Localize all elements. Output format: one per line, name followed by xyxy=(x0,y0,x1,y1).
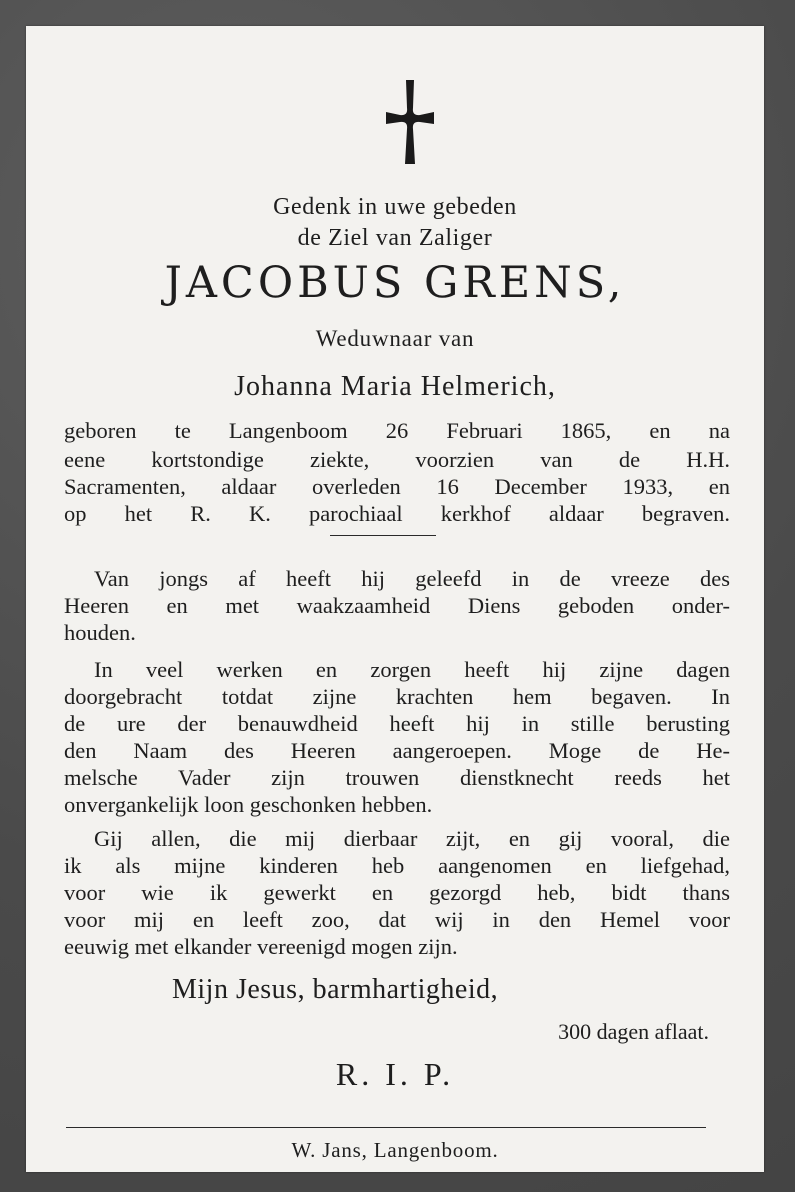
heading-line-2: de Ziel van Zaliger xyxy=(297,225,493,251)
paragraph-3-line: ik als mijne kinderen heb aangenomen en liefgehad, xyxy=(64,853,730,878)
paragraph-2-line: doorgebracht totdat zijne krachten hem begaven. In xyxy=(64,684,730,709)
paragraph-2-line: de ure der benauwdheid heeft hij in stille berusting xyxy=(64,711,730,736)
printer-credit: W. Jans, Langenboom. xyxy=(291,1138,499,1162)
paragraph-1-line: Heeren en met waakzaamheid Diens geboden onder- xyxy=(64,593,730,618)
paragraph-1-line: houden. xyxy=(64,620,136,645)
memorial-card xyxy=(26,26,764,1172)
paragraph-2-line: onvergankelijk loon geschonken hebben. xyxy=(64,792,433,817)
rip-inscription: R. I. P. xyxy=(335,1056,455,1092)
paragraph-3-line: Gij allen, die mij dierbaar zijt, en gij vooral, die xyxy=(94,826,730,851)
prayer-line: Mijn Jesus, barmhartigheid, xyxy=(172,974,499,1005)
cross-icon xyxy=(382,78,438,168)
biography-line: Sacramenten, aldaar overleden 16 December 1933, en xyxy=(64,474,730,499)
paragraph-3-line: eeuwig met elkander vereenigd mogen zijn. xyxy=(64,934,458,959)
bottom-divider xyxy=(66,1127,706,1128)
paragraph-3-line: voor mij en leeft zoo, dat wij in den Hemel voor xyxy=(64,907,730,932)
paragraph-2-line: melsche Vader zijn trouwen dienstknecht reeds het xyxy=(64,765,730,790)
heading-line-1: Gedenk in uwe gebeden xyxy=(273,194,517,220)
deceased-name: JACOBUS GRENS, xyxy=(164,258,626,308)
biography-line: geboren te Langenboom 26 Februari 1865, en na xyxy=(64,418,730,443)
biography-line: eene kortstondige ziekte, voorzien van de H.H. xyxy=(64,447,730,472)
widower-of-label: Weduwnaar van xyxy=(315,326,475,351)
paragraph-1-line: Van jongs af heeft hij geleefd in de vreeze des xyxy=(94,566,730,591)
biography-line: op het R. K. parochiaal kerkhof aldaar begraven. xyxy=(64,501,730,526)
paragraph-2-line: In veel werken en zorgen heeft hij zijne dagen xyxy=(94,657,730,682)
indulgence-note: 300 dagen aflaat. xyxy=(558,1019,709,1044)
paragraph-2-line: den Naam des Heeren aangeroepen. Moge de He- xyxy=(64,738,730,763)
paragraph-3-line: voor wie ik gewerkt en gezorgd heb, bidt thans xyxy=(64,880,730,905)
section-divider xyxy=(330,535,436,536)
spouse-name: Johanna Maria Helmerich, xyxy=(234,371,556,402)
